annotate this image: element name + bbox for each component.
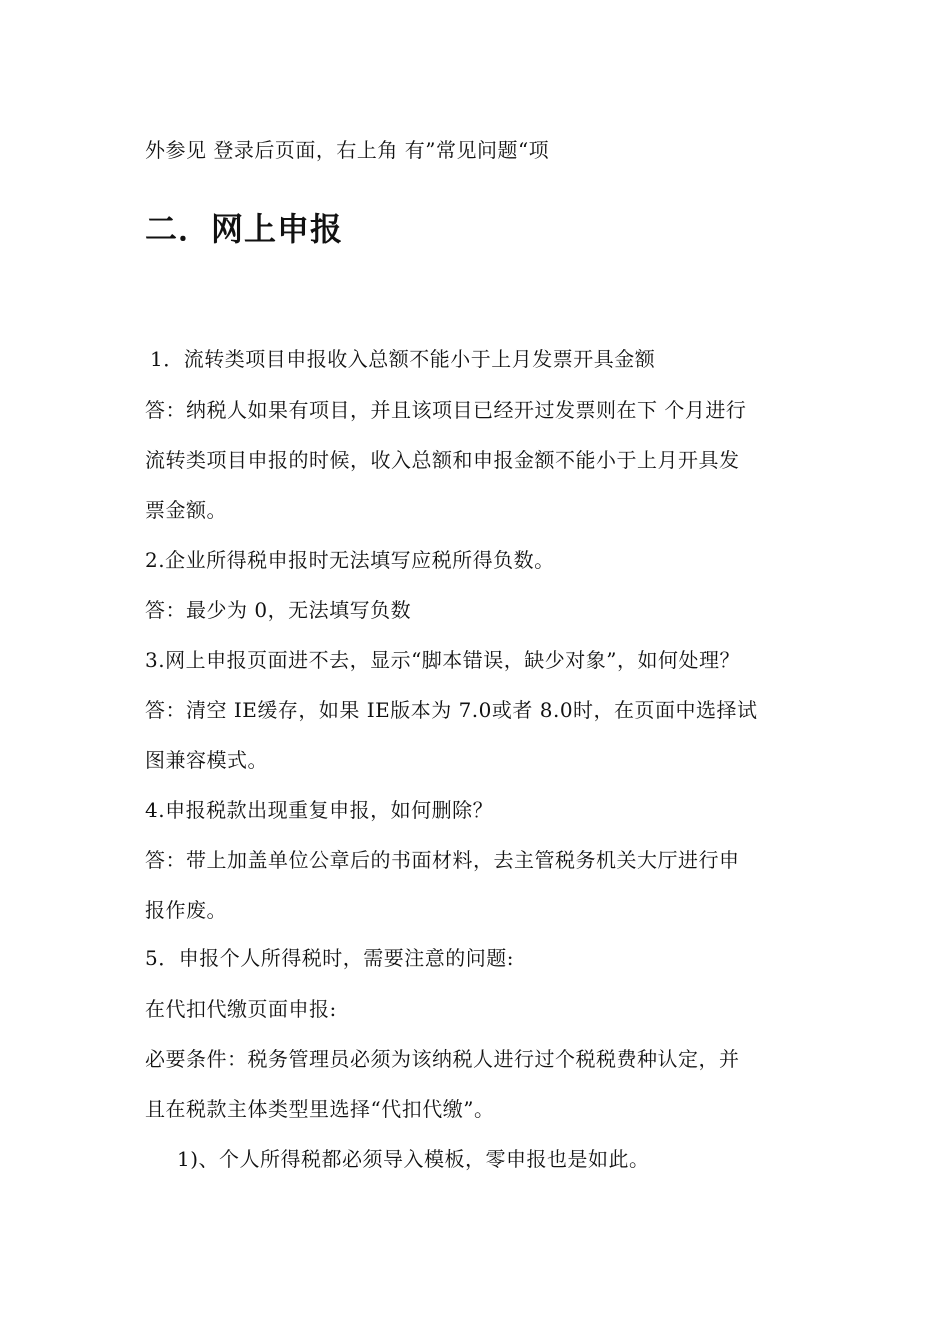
answer-5-line-1: 在代扣代缴页面申报:	[145, 997, 337, 1021]
question-4: 4.申报税款出现重复申报，如何删除？	[145, 798, 494, 822]
question-3: 3.网上申报页面进不去，显示“脚本错误，缺少对象”，如何处理？	[145, 648, 741, 672]
answer-1-line-2: 流转类项目申报的时候，收入总额和申报金额不能小于上月开具发	[145, 448, 740, 472]
answer-2: 答：最少为 0，无法填写负数	[145, 598, 412, 622]
answer-3-line-1: 答：清空 IE缓存，如果 IE版本为 7.0或者 8.0时，在页面中选择试	[145, 698, 758, 722]
answer-5-item-1: 1)、个人所得税都必须导入模板，零申报也是如此。	[177, 1147, 650, 1171]
answer-3-line-2: 图兼容模式。	[145, 748, 268, 772]
question-5: 5．申报个人所得税时，需要注意的问题:	[145, 946, 514, 970]
question-1: 1．流转类项目申报收入总额不能小于上月发票开具金额	[150, 347, 656, 371]
section-heading: 二．网上申报	[145, 210, 344, 248]
answer-1-line-3: 票金额。	[145, 498, 227, 522]
answer-4-line-2: 报作废。	[145, 898, 227, 922]
answer-4-line-1: 答：带上加盖单位公章后的书面材料，去主管税务机关大厅进行申	[145, 848, 740, 872]
question-2: 2.企业所得税申报时无法填写应税所得负数。	[145, 548, 555, 572]
answer-5-line-2: 必要条件：税务管理员必须为该纳税人进行过个税税费种认定，并	[145, 1047, 740, 1071]
answer-1-line-1: 答：纳税人如果有项目，并且该项目已经开过发票则在下 个月进行	[145, 398, 747, 422]
answer-5-line-3: 且在税款主体类型里选择“代扣代缴”。	[145, 1097, 495, 1121]
intro-line: 外参见 登录后页面，右上角 有”常见问题“项	[145, 138, 550, 162]
